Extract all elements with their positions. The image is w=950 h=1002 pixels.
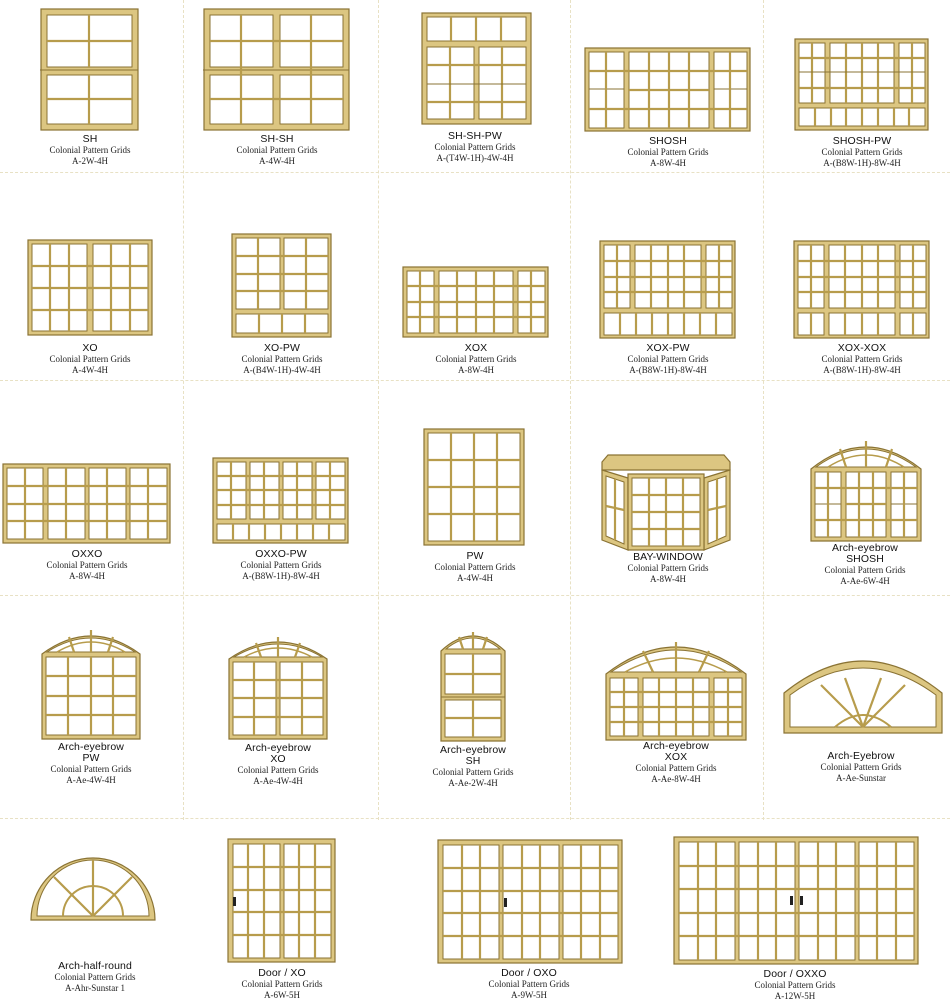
window-drawing-arch-eyebrow-sunstar — [783, 653, 943, 735]
window-drawing-door-xo — [227, 838, 337, 964]
grid-label: Colonial Pattern Grids — [435, 354, 517, 364]
grid-label: Colonial Pattern Grids — [432, 767, 514, 777]
window-code: A-(B8W-1H)-8W-4H — [629, 365, 707, 375]
window-code: A-(B4W-1H)-4W-4H — [243, 365, 321, 375]
window-name: Arch-eyebrow — [643, 740, 709, 752]
window-drawing-xox-xox — [793, 240, 931, 340]
window-code: A-Ae-4W-4H — [66, 775, 116, 785]
window-name: XOX-XOX — [837, 342, 887, 354]
window-drawing-xo-pw — [231, 233, 333, 339]
window-name: Door / OXXO — [763, 968, 827, 980]
row-divider — [0, 380, 950, 381]
window-name: PW — [466, 550, 484, 562]
window-name: Arch-eyebrow — [440, 744, 506, 756]
grid-label: Colonial Pattern Grids — [46, 560, 128, 570]
window-code: A-8W-4H — [650, 158, 686, 168]
window-drawing-sh-sh-pw — [421, 12, 533, 126]
column-divider — [763, 0, 764, 820]
column-divider — [183, 0, 184, 820]
window-drawing-sh-sh — [203, 8, 351, 132]
window-name: BAY-WINDOW — [633, 551, 703, 563]
window-name: OXXO-PW — [255, 548, 307, 560]
window-drawing-oxxo-pw — [212, 457, 350, 545]
column-divider — [378, 0, 379, 820]
grid-label: Colonial Pattern Grids — [49, 145, 131, 155]
window-drawing-xo — [27, 239, 154, 337]
window-name: SH-SH-PW — [448, 130, 502, 142]
window-name: SHOSH — [649, 135, 687, 147]
window-code: A-8W-4H — [69, 571, 105, 581]
grid-label: Colonial Pattern Grids — [241, 354, 323, 364]
window-code: A-Ae-6W-4H — [840, 576, 890, 586]
grid-label: Colonial Pattern Grids — [627, 147, 709, 157]
window-code: A-8W-4H — [458, 365, 494, 375]
window-code: A-Ae-4W-4H — [253, 776, 303, 786]
window-drawing-arch-eyebrow-shosh — [810, 433, 922, 543]
window-drawing-shosh — [584, 47, 752, 133]
window-name-line2: PW — [82, 752, 100, 764]
window-name-line2: SHOSH — [846, 553, 884, 565]
window-drawing-arch-eyebrow-sh — [440, 627, 506, 743]
window-drawing-pw — [423, 428, 526, 547]
grid-label: Colonial Pattern Grids — [824, 565, 906, 575]
window-code: A-9W-5H — [511, 990, 547, 1000]
grid-label: Colonial Pattern Grids — [635, 763, 717, 773]
window-drawing-shosh-pw — [794, 38, 930, 132]
window-name: XO — [82, 342, 98, 354]
window-code: A-(B8W-1H)-8W-4H — [242, 571, 320, 581]
window-name: SH-SH — [260, 133, 294, 145]
grid-label: Colonial Pattern Grids — [54, 972, 136, 982]
window-drawing-arch-eyebrow-pw — [41, 624, 141, 741]
window-code: A-2W-4H — [72, 156, 108, 166]
grid-label: Colonial Pattern Grids — [821, 354, 903, 364]
window-code: A-(T4W-1H)-4W-4H — [436, 153, 514, 163]
window-code: A-(B8W-1H)-8W-4H — [823, 158, 901, 168]
window-name: Door / OXO — [501, 967, 557, 979]
window-code: A-Ahr-Sunstar 1 — [64, 983, 126, 993]
grid-label: Colonial Pattern Grids — [821, 147, 903, 157]
window-code: A-4W-4H — [72, 365, 108, 375]
window-drawing-arch-half-round — [30, 856, 156, 922]
window-drawing-arch-eyebrow-xox — [605, 634, 747, 742]
window-name-line2: XO — [270, 753, 286, 765]
row-divider — [0, 172, 950, 173]
grid-label: Colonial Pattern Grids — [434, 562, 516, 572]
window-name: XOX-PW — [646, 342, 690, 354]
grid-label: Colonial Pattern Grids — [627, 354, 709, 364]
column-divider — [570, 0, 571, 820]
window-drawing-door-oxo — [437, 839, 624, 965]
window-drawing-bay-window — [600, 454, 732, 552]
row-divider — [0, 595, 950, 596]
grid-label: Colonial Pattern Grids — [237, 765, 319, 775]
window-drawing-xox-pw — [599, 240, 737, 340]
window-code: A-4W-4H — [259, 156, 295, 166]
window-name-line2: SH — [465, 755, 481, 767]
window-name: Arch-Eyebrow — [827, 750, 895, 762]
grid-label: Colonial Pattern Grids — [240, 560, 322, 570]
grid-label: Colonial Pattern Grids — [627, 563, 709, 573]
window-drawing-xox — [402, 266, 550, 339]
grid-label: Colonial Pattern Grids — [50, 764, 132, 774]
window-name: Arch-eyebrow — [245, 742, 311, 754]
grid-label: Colonial Pattern Grids — [241, 979, 323, 989]
window-drawing-oxxo — [2, 463, 172, 545]
window-name: Arch-eyebrow — [832, 542, 898, 554]
window-name: SH — [82, 133, 98, 145]
window-code: A-8W-4H — [650, 574, 686, 584]
grid-label: Colonial Pattern Grids — [820, 762, 902, 772]
window-drawing-sh — [40, 8, 140, 132]
window-code: A-Ae-8W-4H — [651, 774, 701, 784]
window-name: Door / XO — [258, 967, 306, 979]
window-code: A-12W-5H — [774, 991, 816, 1001]
grid-label: Colonial Pattern Grids — [236, 145, 318, 155]
row-divider — [0, 818, 950, 819]
window-drawing-door-oxxo — [673, 836, 920, 966]
window-name: SHOSH-PW — [832, 135, 892, 147]
window-code: A-(B8W-1H)-8W-4H — [823, 365, 901, 375]
window-name: OXXO — [71, 548, 103, 560]
grid-label: Colonial Pattern Grids — [754, 980, 836, 990]
grid-label: Colonial Pattern Grids — [49, 354, 131, 364]
window-name: Arch-eyebrow — [58, 741, 124, 753]
window-code: A-6W-5H — [264, 990, 300, 1000]
window-drawing-arch-eyebrow-xo — [228, 631, 328, 741]
window-code: A-Ae-Sunstar — [836, 773, 886, 783]
grid-label: Colonial Pattern Grids — [434, 142, 516, 152]
window-code: A-Ae-2W-4H — [448, 778, 498, 788]
window-code: A-4W-4H — [457, 573, 493, 583]
window-name-line2: XOX — [664, 751, 688, 763]
window-name: XOX — [464, 342, 488, 354]
window-name: Arch-half-round — [58, 960, 132, 972]
grid-label: Colonial Pattern Grids — [488, 979, 570, 989]
window-name: XO-PW — [263, 342, 301, 354]
